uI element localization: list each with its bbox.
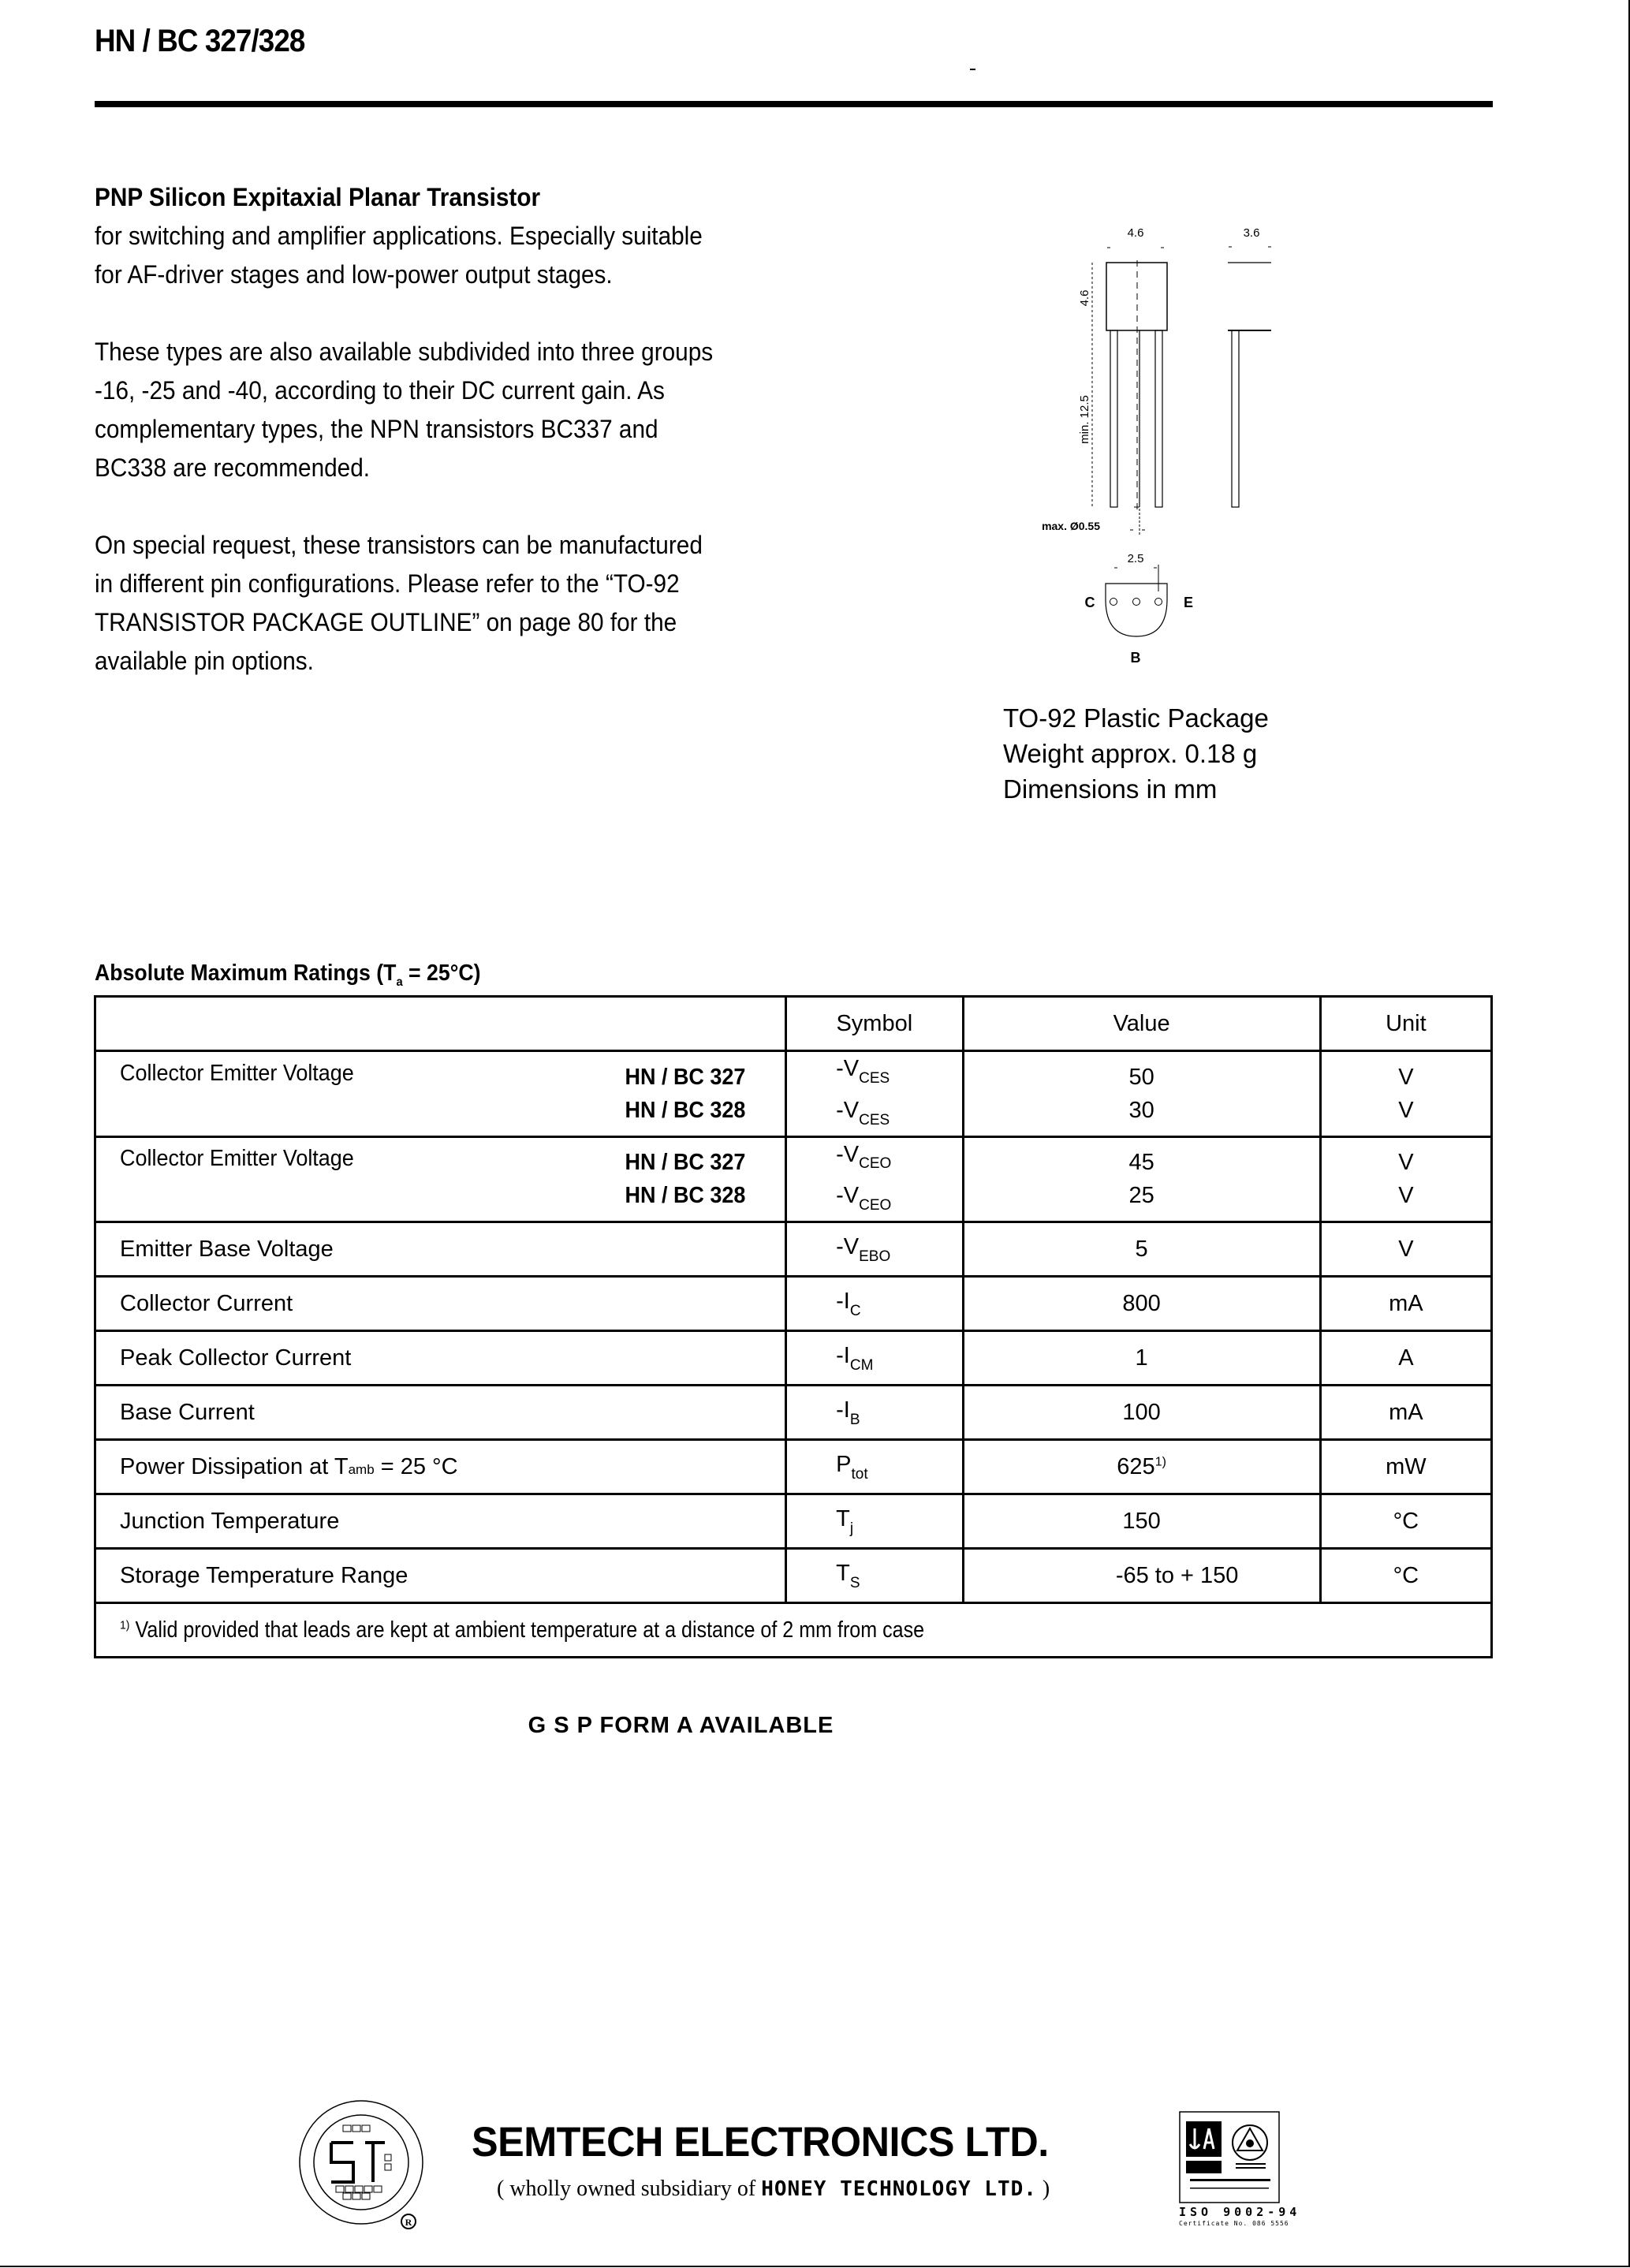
description-line: These types are also available subdivided into three groups bbox=[95, 338, 714, 366]
symbol: $-I_{CM}$ bbox=[836, 1343, 874, 1375]
table-row bbox=[95, 1494, 1492, 1549]
unit: V bbox=[1320, 1222, 1491, 1277]
svg-text:4.6: 4.6 bbox=[1078, 289, 1091, 307]
symbol: $T_S$ bbox=[836, 1561, 860, 1592]
header-parameter bbox=[95, 997, 786, 1051]
value: 150 bbox=[963, 1494, 1320, 1549]
value: -65 to + 150 bbox=[963, 1549, 1320, 1603]
to92-package-drawing bbox=[1025, 213, 1309, 670]
value: 625$^{1)}$ bbox=[963, 1440, 1320, 1494]
unit: mA bbox=[1320, 1386, 1491, 1440]
table-row bbox=[95, 1549, 1492, 1603]
company-name: SEMTECH ELECTRONICS LTD. bbox=[472, 2119, 1049, 2165]
svg-text:C: C bbox=[1084, 595, 1095, 610]
svg-text:max. Ø0.55: max. Ø0.55 bbox=[1042, 520, 1100, 532]
gsp-notice: G S P FORM A AVAILABLE bbox=[528, 1713, 834, 1738]
subsidiary-note: ( wholly owned subsidiary of HONEY TECHNOLOGY LTD. ) bbox=[497, 2177, 1050, 2201]
symbol: $-V_{EBO}$ bbox=[836, 1234, 891, 1266]
parameter-name: Collector Current bbox=[120, 1290, 293, 1316]
symbol: $-V_{CES}$ bbox=[836, 1097, 890, 1128]
parameter-name: Storage Temperature Range bbox=[120, 1562, 408, 1588]
absolute-maximum-ratings-table bbox=[94, 995, 1493, 1658]
table-row bbox=[95, 1222, 1492, 1277]
table-header-row bbox=[95, 997, 1492, 1051]
parameter-name: Emitter Base Voltage bbox=[120, 1236, 334, 1262]
table-row bbox=[95, 1136, 1492, 1222]
header-value: Value bbox=[963, 997, 1320, 1051]
unit: mW bbox=[1320, 1440, 1491, 1494]
value: 800 bbox=[963, 1277, 1320, 1331]
title-rule bbox=[95, 101, 1493, 107]
svg-text:3.6: 3.6 bbox=[1243, 226, 1260, 240]
symbol: $P_{tot}$ bbox=[836, 1452, 868, 1483]
symbol: $-I_B$ bbox=[836, 1397, 860, 1429]
header-unit: Unit bbox=[1320, 997, 1491, 1051]
value: 50 bbox=[1128, 1064, 1154, 1090]
svg-text:min. 12.5: min. 12.5 bbox=[1078, 395, 1091, 444]
description-line: TRANSISTOR PACKAGE OUTLINE” on page 80 for the bbox=[95, 608, 677, 636]
svg-text:4.6: 4.6 bbox=[1127, 226, 1144, 240]
table-row bbox=[95, 1051, 1492, 1137]
description bbox=[95, 178, 804, 719]
product-type: PNP Silicon Expitaxial Planar Transistor bbox=[95, 183, 541, 211]
iso-standard: ISO 9002-94 bbox=[1179, 2205, 1301, 2219]
device-label: HN / BC 328 bbox=[625, 1097, 746, 1123]
symbol: $-I_C$ bbox=[836, 1289, 861, 1320]
unit: °C bbox=[1320, 1549, 1491, 1603]
svg-text:B: B bbox=[1130, 650, 1141, 666]
unit: V bbox=[1398, 1097, 1414, 1123]
table-row bbox=[95, 1440, 1492, 1494]
semtech-logo-icon bbox=[298, 2099, 440, 2241]
symbol: $-V_{CEO}$ bbox=[836, 1183, 892, 1214]
description-line: available pin options. bbox=[95, 647, 314, 675]
document-title: HN / BC 327/328 bbox=[95, 24, 305, 58]
value: 25 bbox=[1128, 1183, 1154, 1209]
header-symbol: Symbol bbox=[786, 997, 963, 1051]
device-label: HN / BC 328 bbox=[625, 1183, 746, 1209]
description-line: for AF-driver stages and low-power output stages. bbox=[95, 260, 613, 289]
description-line: for switching and amplifier applications. Especially suitable bbox=[95, 222, 703, 250]
symbol: $-V_{CES}$ bbox=[836, 1056, 890, 1087]
svg-text:R: R bbox=[405, 2217, 412, 2228]
unit: mA bbox=[1320, 1277, 1491, 1331]
svg-text:E: E bbox=[1183, 595, 1194, 610]
unit: A bbox=[1320, 1331, 1491, 1386]
description-line: complementary types, the NPN transistors BC337 and bbox=[95, 415, 658, 443]
parameter-name: Power Dissipation at Tamb = 25 °C bbox=[120, 1453, 458, 1479]
value: 5 bbox=[963, 1222, 1320, 1277]
table-row bbox=[95, 1386, 1492, 1440]
unit: °C bbox=[1320, 1494, 1491, 1549]
dimension-units: Dimensions in mm bbox=[1003, 774, 1218, 804]
footnote-text: Valid provided that leads are kept at ambient temperature at a distance of 2 mm from case bbox=[135, 1617, 925, 1643]
scan-artifact bbox=[970, 69, 975, 70]
parameter-name: Peak Collector Current bbox=[120, 1345, 352, 1371]
value: 1 bbox=[963, 1331, 1320, 1386]
device-label: HN / BC 327 bbox=[625, 1064, 746, 1090]
value: 45 bbox=[1128, 1150, 1154, 1176]
unit: V bbox=[1398, 1064, 1414, 1090]
description-line: in different pin configurations. Please refer to the “TO-92 bbox=[95, 569, 680, 598]
parameter-name: Base Current bbox=[120, 1399, 255, 1425]
table-row bbox=[95, 1331, 1492, 1386]
parameter-name: Junction Temperature bbox=[120, 1508, 340, 1534]
description-line: On special request, these transistors can be manufactured bbox=[95, 531, 703, 559]
table-row bbox=[95, 1277, 1492, 1331]
footnote-ref: 1) bbox=[1154, 1455, 1166, 1469]
unit: V bbox=[1398, 1150, 1414, 1176]
value: 100 bbox=[963, 1386, 1320, 1440]
footnote-mark: 1) bbox=[120, 1618, 130, 1632]
unit: V bbox=[1398, 1183, 1414, 1209]
ratings-title: Absolute Maximum Ratings $(T_a = 25^\circ C)$ bbox=[95, 961, 481, 989]
iso-certificate-number: Certificate No. 086 5556 bbox=[1179, 2220, 1289, 2227]
iso-certification-badge-icon bbox=[1179, 2111, 1281, 2204]
symbol: $-V_{CEO}$ bbox=[836, 1141, 892, 1173]
parameter-name: Collector Emitter Voltage bbox=[120, 1060, 354, 1086]
footnote-row bbox=[95, 1603, 1492, 1658]
package-type: TO-92 Plastic Package bbox=[1003, 703, 1269, 733]
package-caption bbox=[1003, 700, 1269, 807]
description-line: -16, -25 and -40, according to their DC current gain. As bbox=[95, 376, 665, 405]
device-label: HN / BC 327 bbox=[625, 1150, 746, 1176]
symbol: $T_j$ bbox=[836, 1506, 854, 1538]
description-line: BC338 are recommended. bbox=[95, 453, 371, 482]
parent-company: HONEY TECHNOLOGY LTD. bbox=[761, 2177, 1037, 2201]
value: 30 bbox=[1128, 1097, 1154, 1123]
parameter-name: Collector Emitter Voltage bbox=[120, 1146, 354, 1172]
package-weight: Weight approx. 0.18 g bbox=[1003, 739, 1258, 768]
svg-text:2.5: 2.5 bbox=[1127, 552, 1144, 565]
